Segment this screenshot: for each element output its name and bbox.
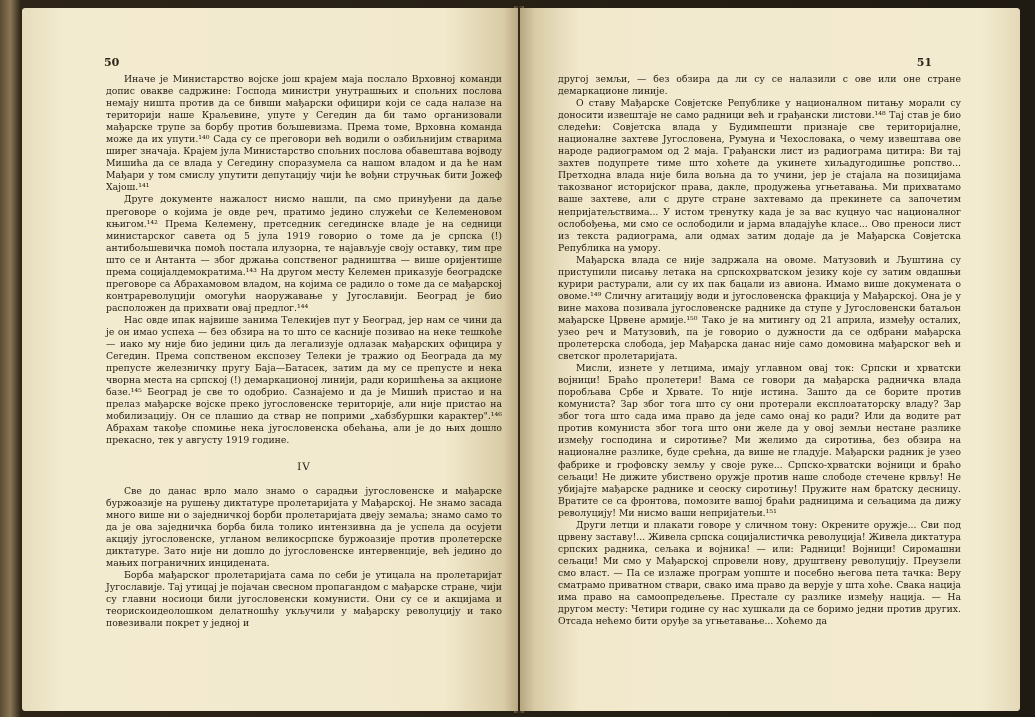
section-heading: IV [297, 461, 311, 474]
right-page-body [558, 74, 961, 628]
right-paragraph-1: другој земљи, — без обзира да ли су се налазили с ове или оне стране демаркационе линије. [558, 74, 961, 98]
left-paragraph-4: Све до данас врло мало знамо о сарадњи југословенске и мађарске буржоазије на рушењу диктатуре пролетаријата у Мађарској. Не знамо засада много више ни о заједничкој борби пролетаријата двеју земаља; знамо само то да је ова заједничка борба била толико интензивна да је успела да осујети акцију југословенске, угланом великосрпске буржоазије против пролетерске диктатуре. Зато није ни дошло до југословенске интервенције, већ једино до мањих пограничних инцидената. [106, 485, 502, 569]
left-paragraph-2: Друге документе нажалост нисмо нашли, па смо принуђени да даље преговоре о којима је овде реч, пратимо једино служећи се Келеменовом књигом.¹⁴² Према Келемену, претседник сегединске владе је на седници министарског савета од 5 јула 1919 говорио о томе да је српска (!) антибољшевичка помоћ постала илузорна, те најављује своју оставку, тим пре што се и Антанта — због држања сопственог радништва — више оријентише према социјалдемократима.¹⁴³ На другом месту Келемен приказује београдске преговоре са Абрахамовом владом, на којима се радило о томе да се мађарској контрареволуцији омогући наоружавање у Југославији. Београд је био расположен да прихвати овај предлог.¹⁴⁴ [106, 194, 502, 314]
left-paragraph-1: Иначе је Министарство војске још крајем маја послало Врховној команди допис овакве садржине: Господа министри унутрашњих и спољних послова немају ништа против да се бивши мађарски официри који се сада налазе на територији наше Краљевине, упуте у Сегедин да би тамо организовали мађарске трупе за борбу против бољшевизма. Према томе, Врховна команда може да их упути.¹⁴⁰ Сада су се преговори већ водили о озбиљнијим стварима ширег значаја. Крајем јула Министарство спољних послова обавештава војводу Мишића да се влада у Сегедину споразумела са нашом владом и да ће нам Мађари у том смислу упутити депутацију чији ће вођни стручњак бити Јожеф Хајош.¹⁴¹ [106, 74, 502, 194]
left-page-number: 50 [104, 56, 120, 69]
left-page [22, 8, 518, 711]
right-paragraph-4: Мисли, изнете у летцима, имају углавном овај ток: Српски и хрватски војници! Браћо пролетери! Вама се говори да мађарска радничка влада поробљава Србе и Хрвате. То није истина. Зашто да се борите против комуниста? Зар због тога што су они протерали експлоататорску владу? Зар због тога што сада има право да једе само онај ко ради? Или да водите рат против комуниста због тога што они желе да у овој земљи нестане разлике између господина и сиротиње? Ми желимо да сиротиња, без обзира на националне разлике, буде срећна, да више не гладује. Мађарски радник је узео фабрике и грофовску земљу у своје руке... Српско-хрватски војници и браћо сељаци! Не дижите убиствено оружје против наше слободе стечене крвљу! Не убијајте мађарске раднике и сеоску сиротињу! Пружите нам братску десницу. Вратите се са фронтова, помозите вашој браћи радницима и сељацима да дижу револуцију! Ми нисмо ваши непријатељи.¹⁵¹ [558, 363, 961, 519]
right-page [520, 8, 1020, 711]
right-paragraph-3: Мађарска влада се није задржала на овоме. Матузовић и Љуштина су приступили писању летака на српскохрватском језику које су затим овдашњи курири растурали, али су их пак бацали из авиона. Имамо више докумената о овоме.¹⁴⁹ Сличну агитацију води и југословенска фракција у Мађарској. Она је у вине махова позивала југословенске раднике да ступе у Југословенски батаљон мађарске Црвене армије.¹⁵⁰ Тако је на митингу од 21 априла, између осталих, узео реч и Матузовић, па је говорио о дужности да се одбрани мађарска пролетерска слобода, јер Мађарска данас није само домовина мађарског већ и светског пролетаријата. [558, 254, 961, 363]
right-paragraph-2: О ставу Мађарске Совјетске Републике у националном питању морали су доносити извештаје не само радници већ и грађански листови.¹⁴⁸ Тај став је био следећи: Совјетска влада у Будимпешти признаје све територијалне, националне захтеве Југословена, Румуна и Чехословака, о чему извештава ове народе радиограмом од 2 маја. Грађански лист из радиограма цитира: Ви тај захтев подупрете тиме што хоћете да укинете хиљадугодишње ропство... Претходна влада није била вољна да то учини, јер је стајала на позицијама такозваног историјског права, дакле, продужења угњетавања. Ми прихватамо ваше захтеве, али с друге стране захтевамо да прекинете са започетим непријатељствима... У истом тренутку када је за вас куцнуо час националног ослобођења, ми смо се ослободили и јарма владајуће класе... Ово преноси лист из текста радиограма, али одмах затим додаје да је Мађарска Совјетска Република на умору. [558, 98, 961, 254]
left-page-body [106, 74, 502, 630]
right-page-number: 51 [916, 56, 932, 69]
left-paragraph-3: Нас овде ипак највише занима Телекијев пут у Београд, јер нам се чини да је он имао успеха — без обзира на то што се касније позивао на неке тешкоће — иако му није био једини циљ да легализује одлазак мађарских официра у Сегедин. Према сопственом експозеу Телеки је тражио од Београда да му препусте железничку пругу Баја—Батасек, затим да му се препусте и нека чворна места на српској (!) демаркационој линији, ради коришћења за акционе базе.¹⁴⁵ Београд је све то одобрио. Сазнајемо и да је Мишић пристао и на прелаз мађарске војске преко југословенске територије, али није пристао на мобилизацију. Он се плашио да ствар не поприми „хабзбуршки карактер".¹⁴⁶ Абрахам такође спомиње нека југословенска обећања, али је до њих дошло прекасно, тек у августу 1919 године. [106, 314, 502, 447]
right-paragraph-5: Други летци и плакати говоре у сличном тону: Окрените оружје... Сви под црвену заставу!... Живела српска социјалистичка револуција! Живела диктатура српских радника, сељака и војника! — или: Радници! Војници! Сиромашни сељаци! Ми смо у Мађарској спровели нову, друштвену револуцију. Преузели смо власт. — Па се излаже програм уопште и посебно његова пета тачка: Веру сматрамо приватном ствари, свако има право да верује у шта хоће. Свака нација има право на самоопредељење. Престале су разлике између нација. — На другом месту: Четири године су нас хушкали да се боримо једни против других. Отсада нећемо бити оруђе за угњетавање... Хоћемо да [558, 519, 961, 628]
left-paragraph-5: Борба мађарског пролетаријата сама по себи је утицала на пролетаријат Југославије. Тај утицај је појачан свесном пропагандом с мађарске стране, чији су главни носиоци били југословенски комунисти. Они су се и акцијама и теорискоидеолошком делатношћу укључили у мађарску револуцију и тако повезивали покрет у једној и [106, 569, 502, 630]
